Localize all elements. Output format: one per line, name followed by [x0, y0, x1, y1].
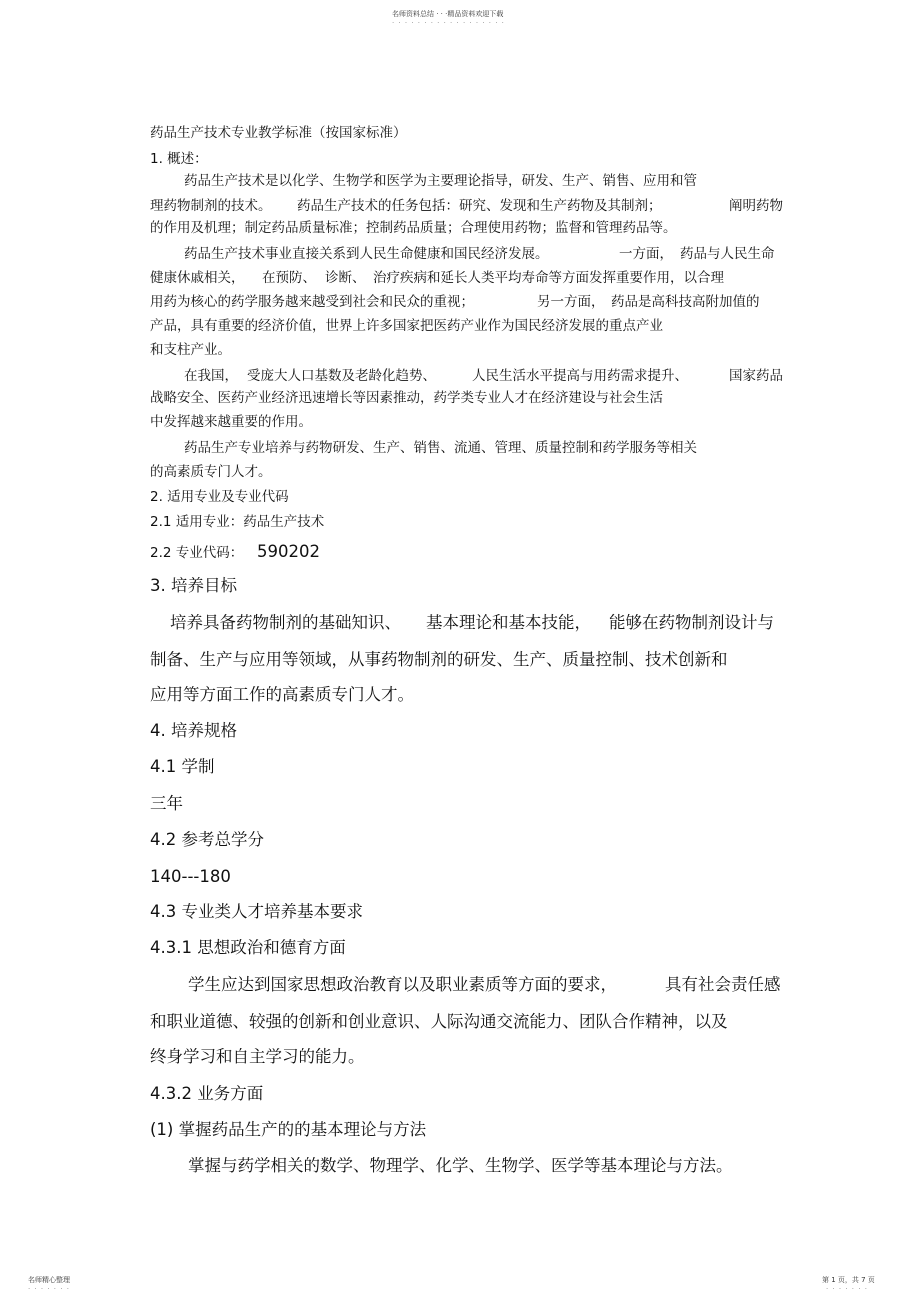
sec4-3-1-line2: 和职业道德、较强的创新和创业意识、人际沟通交流能力、团队合作精神，以及	[150, 1012, 728, 1031]
sec3-line1c: 能够在药物制剂设计与	[609, 613, 774, 632]
sec4-3-2-item1-text: 掌握与药学相关的数学、物理学、化学、生物学、医学等基本理论与方法。	[188, 1156, 733, 1175]
sec3-line1a: 培养具备药物制剂的基础知识、	[170, 613, 401, 632]
sec1-p2-line1a: 药品生产技术事业直接关系到人民生命健康和国民经济发展。	[184, 246, 549, 262]
sec4-3-2-item1: (1) 掌握药品生产的的基本理论与方法	[150, 1120, 427, 1139]
sec1-p4-line1: 药品生产专业培养与药物研发、生产、销售、流通、管理、质量控制和药学服务等相关	[184, 440, 697, 456]
sec1-p3-line3: 中发挥越来越重要的作用。	[150, 414, 312, 430]
sec1-p2-line2c: 诊断、	[325, 270, 366, 286]
sec4-3-1-line1a: 学生应达到国家思想政治教育以及职业素质等方面的要求，	[188, 975, 617, 994]
sec1-p1-line2c: 阐明药物	[729, 198, 783, 214]
doc-title: 药品生产技术专业教学标准（按国家标准）	[150, 125, 407, 141]
sec1-p1-line3: 的作用及机理；制定药品质量标准；控制药品质量；合理使用药物；监督和管理药品等。	[150, 220, 677, 236]
sec1-p2-line3c: 药品是高科技高附加值的	[611, 294, 760, 310]
sec1-p2-line1c: 药品与人民生命	[680, 246, 775, 262]
sec3-line1b: 基本理论和基本技能，	[426, 613, 591, 632]
sec4-2-heading: 4.2 参考总学分	[150, 830, 264, 849]
sec3-line3: 应用等方面工作的高素质专门人才。	[150, 685, 414, 704]
footer-left-text: 名师精心整理	[28, 1276, 70, 1284]
sec4-3-1-heading: 4.3.1 思想政治和德育方面	[150, 938, 346, 957]
sec4-1-value: 三年	[150, 794, 183, 813]
footer-right-dots: · · · · · · ·	[826, 1285, 868, 1293]
sec2-1: 2.1 适用专业：药品生产技术	[150, 514, 325, 530]
sec1-p2-line2b: 在预防、	[262, 270, 316, 286]
sec4-3-2-heading: 4.3.2 业务方面	[150, 1084, 264, 1103]
sec4-heading: 4. 培养规格	[150, 721, 237, 740]
page-header-text: 名师资料总结 · · ·精品资料欢迎下载	[392, 10, 504, 18]
sec4-2-value: 140---180	[150, 867, 231, 886]
sec4-3-1-line3: 终身学习和自主学习的能力。	[150, 1047, 365, 1066]
sec1-p2-line3b: 另一方面，	[537, 294, 605, 310]
sec1-p1-line2b: 药品生产技术的任务包括：研究、发现和生产药物及其制剂；	[297, 198, 662, 214]
sec2-2-code: 590202	[257, 542, 320, 561]
sec1-p2-line3a: 用药为核心的药学服务越来越受到社会和民众的重视；	[150, 294, 474, 310]
sec1-p1-line2a: 理药物制剂的技术。	[150, 198, 272, 214]
sec1-p1-line1: 药品生产技术是以化学、生物学和医学为主要理论指导，研发、生产、销售、应用和管	[184, 173, 697, 189]
sec1-p2-line2a: 健康休戚相关，	[150, 270, 245, 286]
sec1-p3-line1d: 国家药品	[729, 368, 783, 384]
sec1-p2-line4: 产品，具有重要的经济价值，世界上许多国家把医药产业作为国民经济发展的重点产业	[150, 318, 663, 334]
sec1-p3-line1a: 在我国，	[184, 368, 238, 384]
sec3-heading: 3. 培养目标	[150, 576, 237, 595]
sec1-heading: 1. 概述：	[150, 151, 208, 167]
sec3-line2: 制备、生产与应用等领域，从事药物制剂的研发、生产、质量控制、技术创新和	[150, 650, 728, 669]
sec4-3-1-line1b: 具有社会责任感	[665, 975, 781, 994]
sec1-p2-line5: 和支柱产业。	[150, 342, 231, 358]
sec1-p3-line2: 战略安全、医药产业经济迅速增长等因素推动，药学类专业人才在经济建设与社会生活	[150, 390, 663, 406]
sec2-heading: 2. 适用专业及专业代码	[150, 489, 289, 505]
sec1-p2-line1b: 一方面，	[619, 246, 673, 262]
footer-left-dots: · · · · · · ·	[28, 1285, 70, 1293]
sec1-p3-line1b: 受庞大人口基数及老龄化趋势、	[247, 368, 436, 384]
page-header-dots: · · · · · · · · · · · · · · · · · ·	[392, 19, 505, 27]
sec1-p3-line1c: 人民生活水平提高与用药需求提升、	[472, 368, 688, 384]
sec1-p2-line2d: 治疗疾病和延长人类平均寿命等方面发挥重要作用，以合理	[373, 270, 724, 286]
sec4-1-heading: 4.1 学制	[150, 757, 215, 776]
sec4-3-heading: 4.3 专业类人才培养基本要求	[150, 902, 363, 921]
sec1-p4-line2: 的高素质专门人才。	[150, 464, 272, 480]
footer-page-number: 第 1 页，共 7 页	[822, 1276, 875, 1284]
sec2-2-label: 2.2 专业代码：	[150, 545, 244, 561]
